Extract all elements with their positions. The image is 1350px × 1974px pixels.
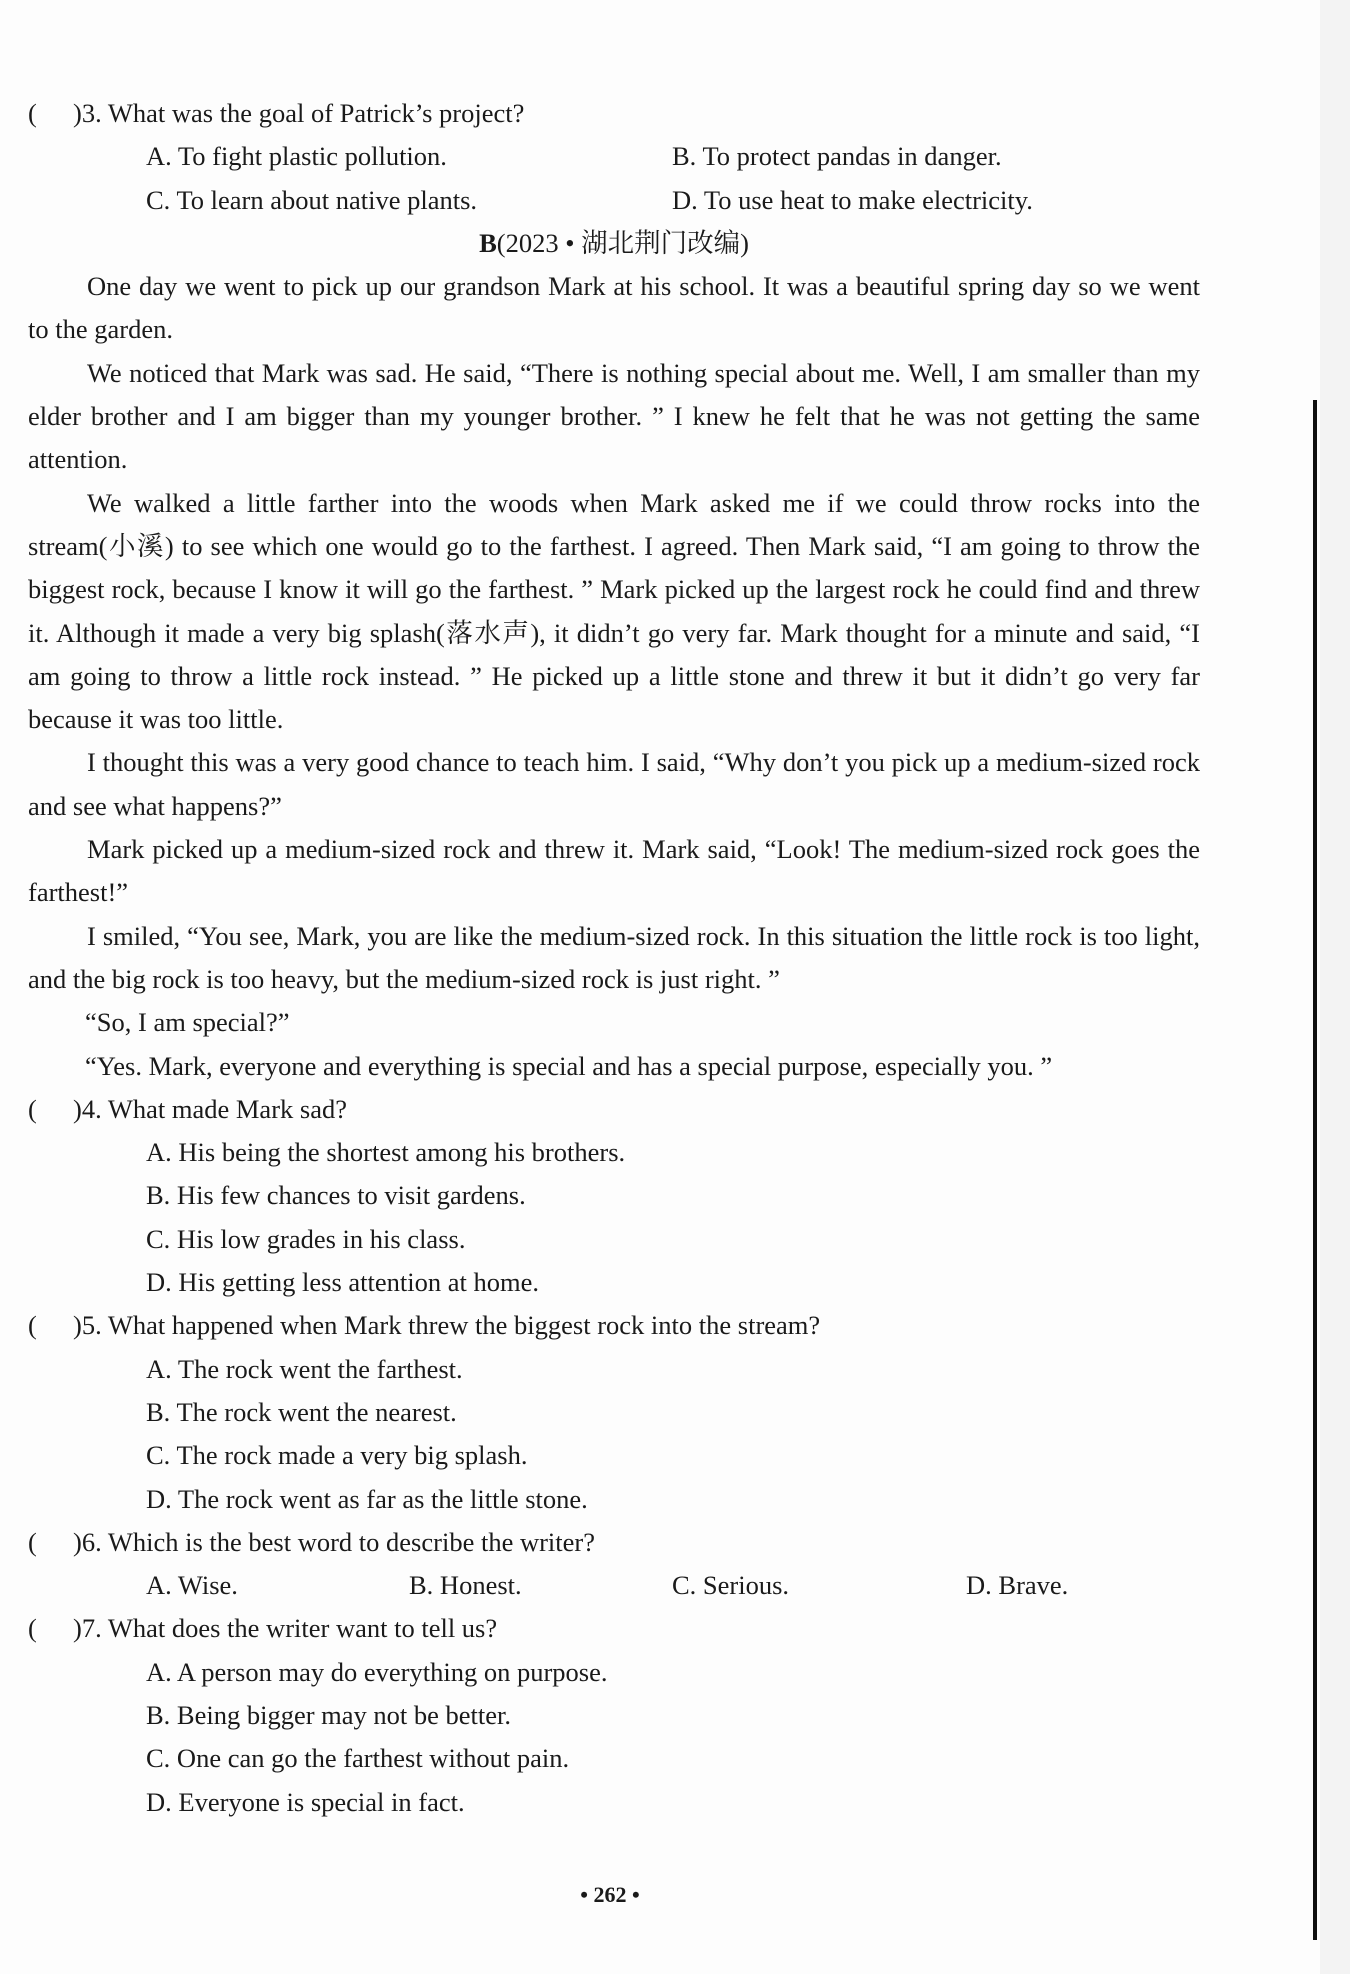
option-b: B. The rock went the nearest. (146, 1396, 457, 1427)
option-a: A. To fight plastic pollution. (146, 141, 447, 172)
question-3-options-row-1 (28, 135, 1200, 178)
scan-edge-shadow (1320, 0, 1350, 1974)
answer-blank[interactable]: ( (28, 1526, 37, 1557)
passage-paragraph-7: “So, I am special?” (85, 1007, 290, 1038)
option-b: B. Being bigger may not be better. (146, 1699, 512, 1730)
passage-paragraph-2: We noticed that Mark was sad. He said, “There is nothing special about me. Well, I am smaller than my elder brother and I am bigger than my younger brother. ” I knew he felt that he was not getting the same attention. (28, 357, 1200, 475)
option-d: D. To use heat to make electricity. (672, 184, 1033, 215)
section-title (28, 222, 1200, 265)
question-stem: )6. Which is the best word to describe the writer? (73, 1526, 595, 1557)
page-content (28, 92, 1200, 1824)
answer-blank[interactable]: ( (28, 1310, 37, 1341)
answer-blank[interactable]: ( (28, 1093, 37, 1124)
passage-paragraph-6: I smiled, “You see, Mark, you are like the medium-sized rock. In this situation the little rock is too light, and the big rock is too heavy, but the medium-sized rock is just right. ” (28, 920, 1200, 994)
question-4 (28, 1088, 1200, 1131)
passage-paragraph-5: Mark picked up a medium-sized rock and threw it. Mark said, “Look! The medium-sized rock goes the farthest!” (28, 834, 1200, 908)
question-7 (28, 1607, 1200, 1650)
option-b: B. His few chances to visit gardens. (146, 1180, 526, 1211)
option-b: B. To protect pandas in danger. (672, 141, 1002, 172)
passage-paragraph-1: One day we went to pick up our grandson Mark at his school. It was a beautiful spring day so we went to the garden. (28, 271, 1200, 345)
question-5 (28, 1304, 1200, 1347)
option-d: D. The rock went as far as the little stone. (146, 1483, 588, 1514)
answer-blank[interactable]: ( (28, 1613, 37, 1644)
option-c: C. To learn about native plants. (146, 184, 478, 215)
answer-blank[interactable]: ( (28, 98, 37, 128)
page-number: • 262 • (580, 1882, 640, 1907)
question-6 (28, 1521, 1200, 1564)
option-d: D. Everyone is special in fact. (146, 1786, 465, 1817)
option-b: B. Honest. (409, 1570, 522, 1601)
option-d: D. Brave. (966, 1570, 1069, 1601)
question-stem: )3. What was the goal of Patrick’s project? (73, 98, 525, 128)
question-stem: )4. What made Mark sad? (73, 1093, 347, 1124)
option-a: A. His being the shortest among his brothers. (146, 1137, 626, 1168)
section-letter: B (479, 227, 497, 258)
option-c: C. One can go the farthest without pain. (146, 1743, 570, 1774)
question-6-options (28, 1564, 1200, 1607)
option-c: C. The rock made a very big splash. (146, 1440, 528, 1471)
option-c: C. Serious. (672, 1570, 790, 1601)
question-3-options-row-2 (28, 179, 1200, 222)
passage-paragraph-3: We walked a little farther into the woods when Mark asked me if we could throw rocks into the stream(小溪) to see which one would go to the farthest. I agreed. Then Mark said, “I am going to throw the biggest rock, because I know it will go the farthest. ” Mark picked up the largest rock he could find and threw it. Although it made a very big splash(落水声), it didn’t go very far. Mark thought for a minute and said, “I am going to throw a little rock instead. ” He picked up a little stone and threw it but it didn’t go very far because it was too little. (28, 487, 1200, 735)
option-a: A. Wise. (146, 1570, 238, 1601)
option-d: D. His getting less attention at home. (146, 1267, 540, 1298)
passage-paragraph-4: I thought this was a very good chance to teach him. I said, “Why don’t you pick up a medium-sized rock and see what happens?” (28, 747, 1200, 821)
question-stem: )5. What happened when Mark threw the biggest rock into the stream? (73, 1310, 821, 1341)
section-source: (2023 • 湖北荆门改编) (496, 227, 749, 258)
passage-paragraph-8: “Yes. Mark, everyone and everything is special and has a special purpose, especially you. ” (85, 1050, 1053, 1081)
scan-binding-line (1313, 400, 1317, 1940)
question-3 (28, 92, 1200, 135)
question-stem: )7. What does the writer want to tell us? (73, 1613, 498, 1644)
option-c: C. His low grades in his class. (146, 1223, 466, 1254)
option-a: A. A person may do everything on purpose. (146, 1656, 608, 1687)
option-a: A. The rock went the farthest. (146, 1353, 463, 1384)
